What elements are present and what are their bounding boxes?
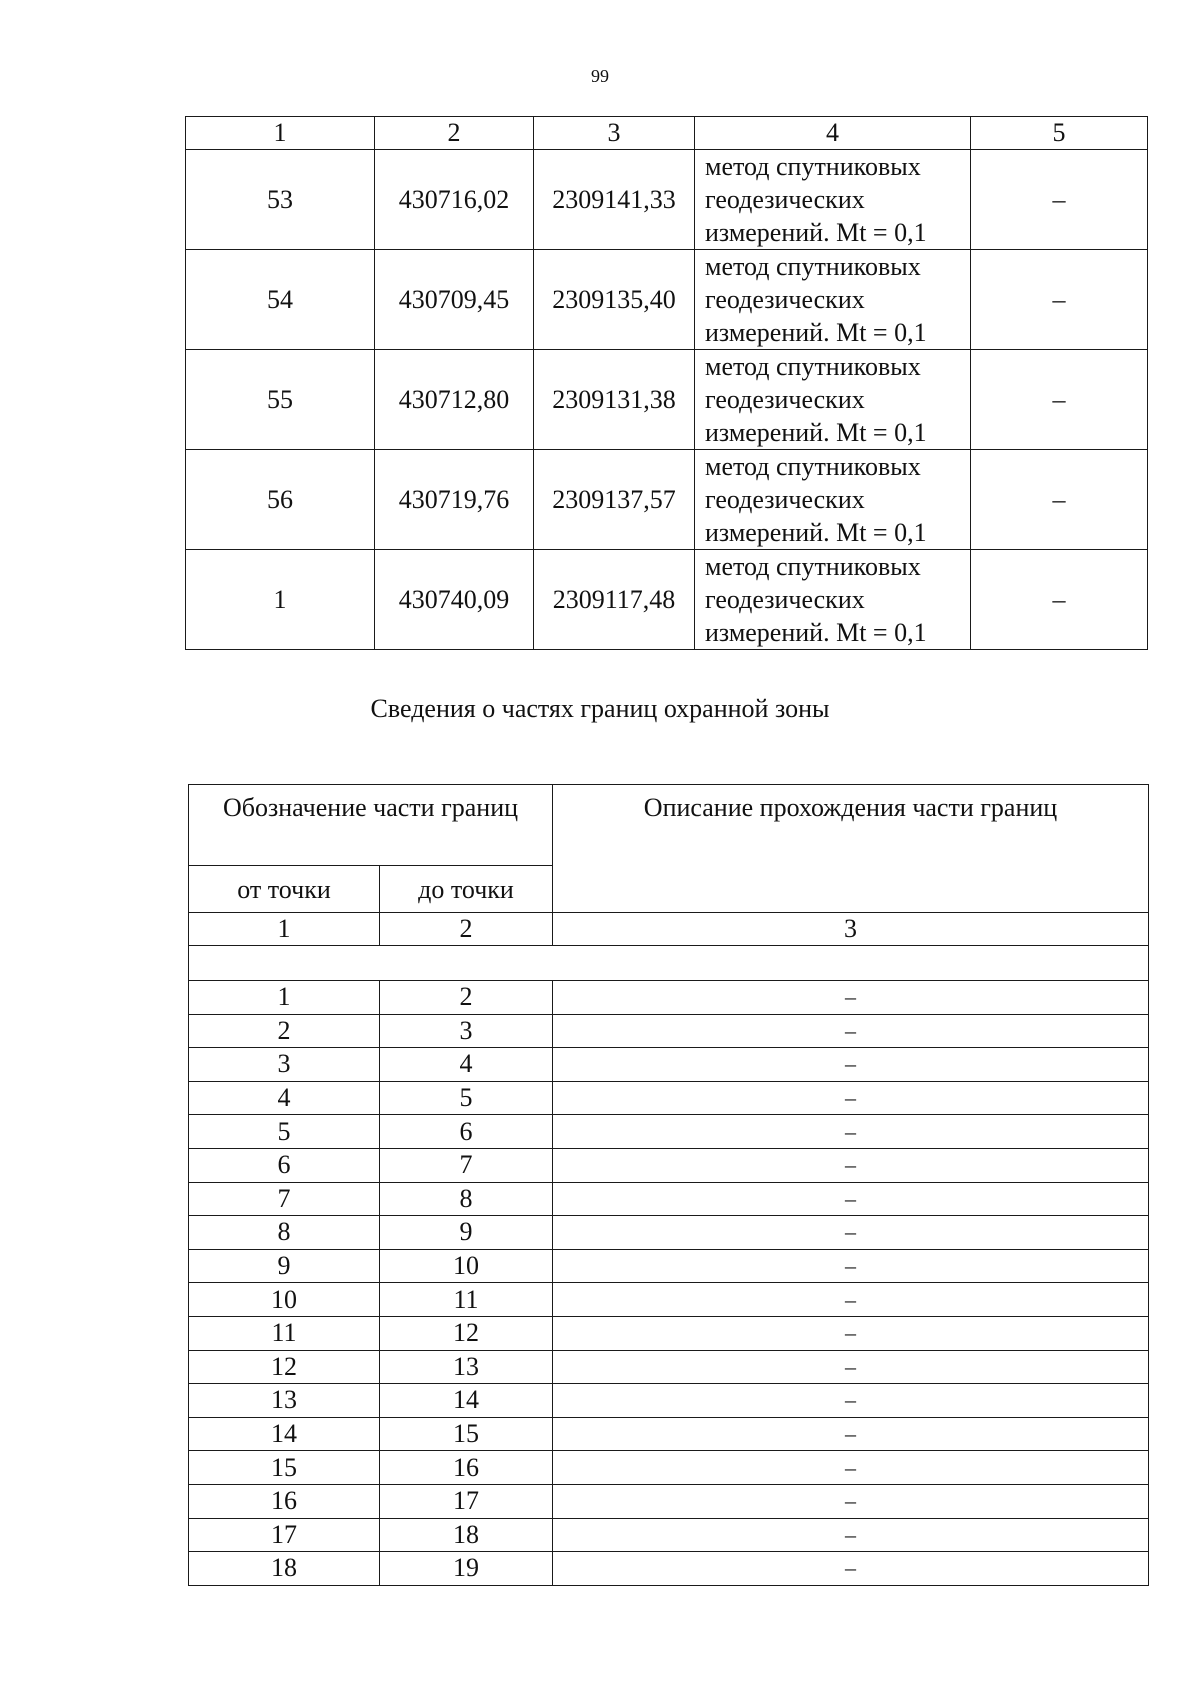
designation-header: Обозначение части границ	[189, 785, 553, 866]
method-line: измерений. Mt = 0,1	[705, 518, 927, 547]
part-description: –	[553, 1350, 1149, 1384]
table-row	[189, 1552, 1149, 1586]
determination-method	[695, 350, 971, 450]
x-coordinate: 430709,45	[375, 250, 534, 350]
blank-cell	[189, 946, 1149, 981]
y-coordinate: 2309117,48	[534, 550, 695, 650]
table-row	[189, 1048, 1149, 1082]
table-row	[189, 1316, 1149, 1350]
to-point: 13	[380, 1350, 553, 1384]
from-point: 6	[189, 1148, 380, 1182]
method-line: измерений. Mt = 0,1	[705, 618, 927, 647]
method-line: геодезических	[705, 285, 865, 314]
from-point: 3	[189, 1048, 380, 1082]
note: –	[971, 550, 1148, 650]
coordinates-table	[185, 116, 1148, 650]
table-row	[189, 1081, 1149, 1115]
point-number: 54	[186, 250, 375, 350]
table-row	[189, 1182, 1149, 1216]
section-title: Сведения о частях границ охранной зоны	[370, 694, 830, 723]
method-line: метод спутниковых	[705, 352, 921, 381]
table-row	[189, 1249, 1149, 1283]
to-point: 18	[380, 1518, 553, 1552]
point-number: 53	[186, 150, 375, 250]
from-point: 4	[189, 1081, 380, 1115]
from-point: 15	[189, 1451, 380, 1485]
point-number: 55	[186, 350, 375, 450]
column-number: 3	[534, 117, 695, 150]
from-point: 1	[189, 981, 380, 1015]
table-row	[189, 1283, 1149, 1317]
part-description: –	[553, 1518, 1149, 1552]
to-point: 3	[380, 1014, 553, 1048]
column-number: 1	[189, 913, 380, 946]
note: –	[971, 350, 1148, 450]
part-description: –	[553, 1417, 1149, 1451]
to-point: 8	[380, 1182, 553, 1216]
from-point: 13	[189, 1384, 380, 1418]
table-row	[189, 1484, 1149, 1518]
to-point: 16	[380, 1451, 553, 1485]
part-description: –	[553, 1115, 1149, 1149]
table-row	[189, 1417, 1149, 1451]
note: –	[971, 150, 1148, 250]
table-row	[189, 1350, 1149, 1384]
part-description: –	[553, 1014, 1149, 1048]
to-point-header: до точки	[380, 866, 553, 913]
description-header: Описание прохождения части границ	[553, 785, 1149, 913]
determination-method	[695, 250, 971, 350]
point-number: 1	[186, 550, 375, 650]
method-line: измерений. Mt = 0,1	[705, 218, 927, 247]
method-line: геодезических	[705, 485, 865, 514]
to-point: 5	[380, 1081, 553, 1115]
from-point: 18	[189, 1552, 380, 1586]
table-row	[189, 1451, 1149, 1485]
column-number: 2	[380, 913, 553, 946]
method-line: метод спутниковых	[705, 452, 921, 481]
to-point: 10	[380, 1249, 553, 1283]
x-coordinate: 430740,09	[375, 550, 534, 650]
from-point: 11	[189, 1316, 380, 1350]
y-coordinate: 2309137,57	[534, 450, 695, 550]
to-point: 2	[380, 981, 553, 1015]
boundary-parts-body	[189, 981, 1149, 1586]
column-number: 3	[553, 913, 1149, 946]
from-point: 5	[189, 1115, 380, 1149]
part-description: –	[553, 1081, 1149, 1115]
part-description: –	[553, 1552, 1149, 1586]
table-row	[186, 550, 1148, 650]
header-row	[189, 785, 1149, 866]
note: –	[971, 450, 1148, 550]
part-description: –	[553, 1484, 1149, 1518]
determination-method	[695, 450, 971, 550]
to-point: 9	[380, 1216, 553, 1250]
table-row	[189, 1216, 1149, 1250]
column-number-row	[189, 913, 1149, 946]
to-point: 14	[380, 1384, 553, 1418]
to-point: 7	[380, 1148, 553, 1182]
to-point: 4	[380, 1048, 553, 1082]
page-number: 99	[591, 66, 609, 86]
determination-method	[695, 550, 971, 650]
part-description: –	[553, 1316, 1149, 1350]
part-description: –	[553, 1384, 1149, 1418]
part-description: –	[553, 1216, 1149, 1250]
column-number: 5	[971, 117, 1148, 150]
x-coordinate: 430719,76	[375, 450, 534, 550]
column-number-row	[186, 117, 1148, 150]
note: –	[971, 250, 1148, 350]
method-line: измерений. Mt = 0,1	[705, 318, 927, 347]
part-description: –	[553, 1451, 1149, 1485]
method-line: метод спутниковых	[705, 252, 921, 281]
x-coordinate: 430712,80	[375, 350, 534, 450]
table-row	[186, 450, 1148, 550]
from-point: 2	[189, 1014, 380, 1048]
y-coordinate: 2309131,38	[534, 350, 695, 450]
from-point: 10	[189, 1283, 380, 1317]
to-point: 6	[380, 1115, 553, 1149]
to-point: 19	[380, 1552, 553, 1586]
point-number: 56	[186, 450, 375, 550]
method-line: измерений. Mt = 0,1	[705, 418, 927, 447]
column-number: 4	[695, 117, 971, 150]
from-point: 8	[189, 1216, 380, 1250]
x-coordinate: 430716,02	[375, 150, 534, 250]
blank-row	[189, 946, 1149, 981]
table-row	[189, 981, 1149, 1015]
method-line: метод спутниковых	[705, 552, 921, 581]
y-coordinate: 2309141,33	[534, 150, 695, 250]
from-point: 9	[189, 1249, 380, 1283]
method-line: геодезических	[705, 385, 865, 414]
table-row	[186, 350, 1148, 450]
to-point: 12	[380, 1316, 553, 1350]
table-row	[189, 1014, 1149, 1048]
method-line: метод спутниковых	[705, 152, 921, 181]
part-description: –	[553, 1148, 1149, 1182]
table-row	[189, 1148, 1149, 1182]
to-point: 11	[380, 1283, 553, 1317]
boundary-parts-table	[188, 784, 1149, 1586]
from-point: 12	[189, 1350, 380, 1384]
part-description: –	[553, 981, 1149, 1015]
to-point: 17	[380, 1484, 553, 1518]
part-description: –	[553, 1249, 1149, 1283]
column-number: 2	[375, 117, 534, 150]
from-point: 7	[189, 1182, 380, 1216]
coordinates-table-body	[186, 150, 1148, 650]
to-point: 15	[380, 1417, 553, 1451]
from-point: 16	[189, 1484, 380, 1518]
table-row	[189, 1115, 1149, 1149]
from-point-header: от точки	[189, 866, 380, 913]
part-description: –	[553, 1048, 1149, 1082]
method-line: геодезических	[705, 185, 865, 214]
part-description: –	[553, 1182, 1149, 1216]
part-description: –	[553, 1283, 1149, 1317]
y-coordinate: 2309135,40	[534, 250, 695, 350]
from-point: 17	[189, 1518, 380, 1552]
from-point: 14	[189, 1417, 380, 1451]
column-number: 1	[186, 117, 375, 150]
table-row	[189, 1518, 1149, 1552]
table-row	[189, 1384, 1149, 1418]
method-line: геодезических	[705, 585, 865, 614]
table-row	[186, 250, 1148, 350]
table-row	[186, 150, 1148, 250]
determination-method	[695, 150, 971, 250]
